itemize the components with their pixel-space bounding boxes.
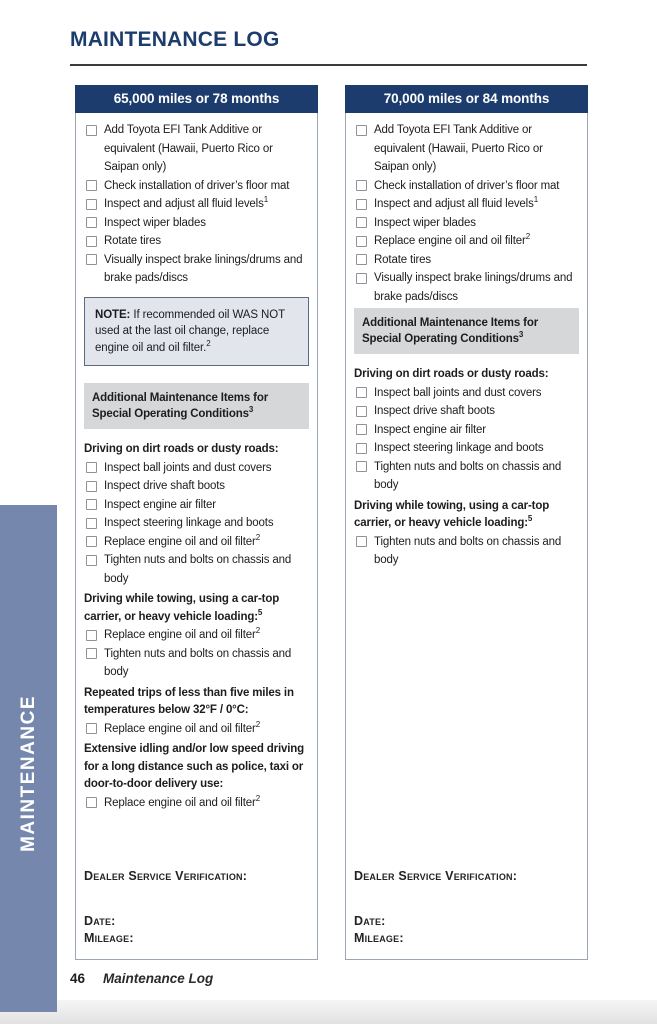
checklist-item [84, 477, 309, 496]
condition-section-header: Driving on dirt roads or dusty roads: [84, 443, 279, 455]
page-title: MAINTENANCE LOG [70, 28, 280, 51]
checklist-item [84, 551, 309, 588]
page-number: 46 [70, 971, 86, 986]
checklist-item [84, 720, 309, 739]
checklist-item [84, 251, 309, 288]
checklist-item-label: Inspect and adjust all fluid levels$^1$ [104, 195, 268, 210]
checklist-item-label: Inspect engine air filter [374, 423, 486, 436]
checklist-item-label: Visually inspect brake linings/drums and brake pads/discs [104, 253, 303, 284]
item-checkbox[interactable] [86, 630, 97, 641]
mileage-label: Mileage: [84, 931, 134, 945]
checklist-item [354, 533, 579, 570]
item-checkbox[interactable] [86, 236, 97, 247]
checklist-item [354, 384, 579, 403]
item-checkbox[interactable] [86, 125, 97, 136]
checklist-item [84, 514, 309, 533]
checklist-item-label: Inspect steering linkage and boots [104, 517, 274, 529]
special-conditions-box: Additional Maintenance Items for Special Operating Conditions$^3$ [84, 383, 309, 429]
column-body [75, 113, 318, 960]
checklist-item-label: Replace engine oil and oil filter$^2$ [104, 793, 260, 809]
checklist-item-label: Tighten nuts and bolts on chassis and body [374, 535, 562, 566]
maintenance-section-tab [0, 505, 57, 1012]
checklist-item-label: Replace engine oil and oil filter$^2$ [104, 532, 260, 548]
item-checkbox[interactable] [86, 180, 97, 191]
checklist-item-label: Inspect steering linkage and boots [374, 442, 544, 454]
page-bottom-band [0, 1000, 657, 1024]
checklist-item [84, 214, 309, 233]
checklist-item-label: Inspect engine air filter [104, 498, 216, 511]
item-checkbox[interactable] [356, 180, 367, 191]
item-checkbox[interactable] [356, 461, 367, 472]
item-checkbox[interactable] [86, 254, 97, 265]
condition-section-header: Driving on dirt roads or dusty roads: [354, 368, 549, 380]
item-checkbox[interactable] [86, 462, 97, 473]
item-checkbox[interactable] [356, 406, 367, 417]
checklist-item-label: Inspect wiper blades [104, 216, 206, 229]
checklist-item [84, 459, 309, 478]
column-header: 70,000 miles or 84 months [345, 85, 588, 113]
page-footer [70, 971, 213, 986]
checklist-item-label: Inspect drive shaft boots [374, 405, 495, 417]
checklist-item-label: Inspect wiper blades [374, 216, 476, 229]
dealer-verification-block [354, 869, 579, 947]
note-box: NOTE: If recommended oil WAS NOT used at the last oil change, replace engine oil and oil filter.$^2$ [84, 297, 309, 367]
item-checkbox[interactable] [356, 217, 367, 228]
condition-section-header: Driving while towing, using a car-top carrier, or heavy vehicle loading:$^5$ [354, 499, 550, 529]
dealer-service-verification-label: Dealer Service Verification: [354, 869, 518, 883]
dealer-service-verification-label: Dealer Service Verification: [84, 869, 248, 883]
checklist-item [84, 794, 309, 813]
checklist-item-label: Replace engine oil and oil filter$^2$ [104, 626, 260, 641]
item-checkbox[interactable] [356, 199, 367, 210]
checklist-item-label: Visually inspect brake linings/drums and brake pads/discs [374, 272, 573, 303]
title-divider [70, 64, 587, 66]
checklist-item [354, 214, 579, 233]
checklist-item [84, 121, 309, 177]
checklist-item [84, 626, 309, 645]
checklist-item [84, 645, 309, 682]
note-label: NOTE: [95, 308, 131, 321]
checklist-item-label: Inspect ball joints and dust covers [104, 461, 272, 474]
checklist-item-label: Add Toyota EFI Tank Additive or equivalent (Hawaii, Puerto Rico or Saipan only) [374, 124, 543, 173]
item-checkbox[interactable] [86, 536, 97, 547]
checklist-item [354, 269, 579, 306]
date-label: Date: [354, 914, 386, 928]
checklist-item [354, 421, 579, 440]
item-checkbox[interactable] [356, 254, 367, 265]
mileage-label: Mileage: [354, 931, 404, 945]
item-checkbox[interactable] [86, 499, 97, 510]
column-body [345, 113, 588, 960]
checklist-item-label: Tighten nuts and bolts on chassis and body [374, 460, 562, 491]
condition-section-header: Extensive idling and/or low speed driving for a long distance such as police, taxi or door-to-door delivery use: [84, 743, 305, 790]
maintenance-column-65000 [75, 85, 318, 960]
checklist-item [354, 121, 579, 177]
checklist-item-label: Inspect drive shaft boots [104, 480, 225, 492]
item-checkbox[interactable] [86, 555, 97, 566]
special-conditions-box: Additional Maintenance Items for Special Operating Conditions$^3$ [354, 308, 579, 354]
item-checkbox[interactable] [86, 518, 97, 529]
item-checkbox[interactable] [356, 536, 367, 547]
checklist-item-label: Inspect ball joints and dust covers [374, 386, 542, 399]
checklist-item-label: Check installation of driver’s floor mat [104, 179, 290, 192]
item-checkbox[interactable] [356, 273, 367, 284]
checklist-item [354, 458, 579, 495]
condition-section-header: Repeated trips of less than five miles in temperatures below 32°F / 0°C: [84, 686, 294, 716]
dealer-verification-block [84, 869, 309, 947]
checklist-item-label: Tighten nuts and bolts on chassis and body [104, 647, 292, 678]
item-checkbox[interactable] [356, 125, 367, 136]
checklist-item [354, 195, 579, 214]
item-checkbox[interactable] [356, 387, 367, 398]
checklist-item [354, 251, 579, 270]
sidebar-section-label: MAINTENANCE [17, 695, 39, 852]
item-checkbox[interactable] [86, 217, 97, 228]
item-checkbox[interactable] [356, 236, 367, 247]
checklist-item-label: Replace engine oil and oil filter$^2$ [104, 719, 260, 735]
checklist-item-label: Tighten nuts and bolts on chassis and body [104, 554, 292, 585]
date-label: Date: [84, 914, 116, 928]
item-checkbox[interactable] [86, 648, 97, 659]
checklist-item-label: Inspect and adjust all fluid levels$^1$ [374, 195, 538, 210]
checklist-item-label: Rotate tires [374, 253, 432, 266]
checklist-item [354, 232, 579, 251]
footer-section-title: Maintenance Log [103, 971, 214, 986]
checklist-item [84, 533, 309, 552]
checklist-item [84, 177, 309, 196]
item-checkbox[interactable] [86, 723, 97, 734]
checklist-item [354, 402, 579, 421]
checklist-item [354, 439, 579, 458]
checklist-item-label: Replace engine oil and oil filter$^2$ [374, 232, 530, 247]
checklist-item-label: Add Toyota EFI Tank Additive or equivalent (Hawaii, Puerto Rico or Saipan only) [104, 124, 273, 173]
item-checkbox[interactable] [86, 199, 97, 210]
checklist-item-label: Rotate tires [104, 235, 162, 247]
column-header: 65,000 miles or 78 months [75, 85, 318, 113]
condition-section-header: Driving while towing, using a car-top carrier, or heavy vehicle loading:$^5$ [84, 593, 280, 623]
checklist-item [84, 195, 309, 214]
item-checkbox[interactable] [356, 424, 367, 435]
checklist-item [84, 232, 309, 251]
checklist-item-label: Check installation of driver’s floor mat [374, 179, 560, 192]
item-checkbox[interactable] [356, 443, 367, 454]
checklist-item [84, 496, 309, 515]
maintenance-columns [75, 85, 588, 960]
checklist-item [354, 177, 579, 196]
item-checkbox[interactable] [86, 481, 97, 492]
maintenance-column-70000 [345, 85, 588, 960]
item-checkbox[interactable] [86, 797, 97, 808]
